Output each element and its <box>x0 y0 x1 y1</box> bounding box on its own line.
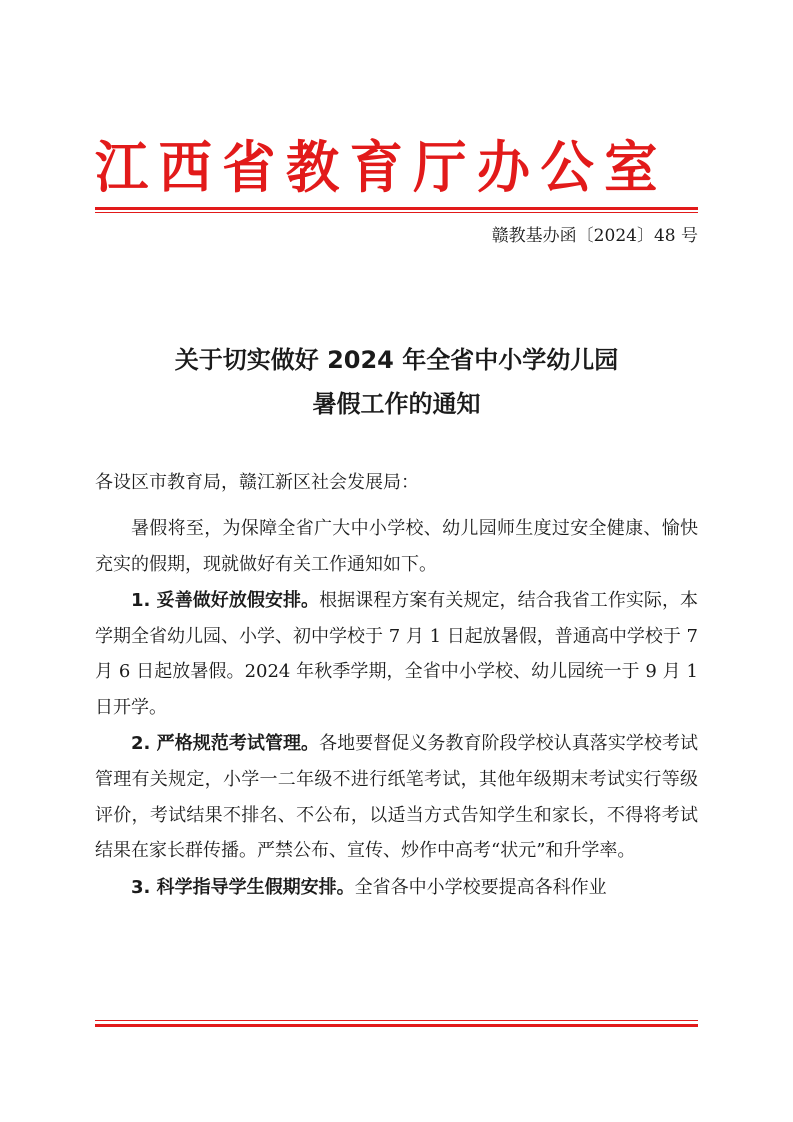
document-title-line-1: 关于切实做好 2024 年全省中小学幼儿园 <box>174 346 619 374</box>
masthead-rule-thick <box>95 207 698 210</box>
document-number: 赣教基办函〔2024〕48 号 <box>491 226 698 246</box>
footer-rule-thick <box>95 1024 698 1027</box>
paragraph-lead: 2. 严格规范考试管理。 <box>131 733 320 755</box>
paragraph-item-2 <box>95 726 698 869</box>
document-title <box>95 338 698 426</box>
masthead-rule-thin <box>95 212 698 213</box>
footer-rule-thin <box>95 1020 698 1021</box>
masthead-title: 江西省教育厅办公室 <box>95 136 668 201</box>
salutation: 各设区市教育局，赣江新区社会发展局： <box>95 472 419 493</box>
paragraph-item-1 <box>95 583 698 726</box>
document-title-line-2: 暑假工作的通知 <box>312 390 481 418</box>
paragraph-lead: 3. 科学指导学生假期安排。 <box>131 876 355 898</box>
paragraph-text: 暑假将至，为保障全省广大中小学校、幼儿园师生度过安全健康、愉快充实的假期，现就做好有关工作通知如下。 <box>95 518 698 575</box>
paragraph-intro <box>95 511 698 582</box>
body-text <box>95 511 698 906</box>
paragraph-text: 根据课程方案有关规定，结合我省工作实际，本学期全省幼儿园、小学、初中学校于 7 月 1 日起放暑假，普通高中学校于 7 月 6 日起放暑假。2024 年秋季学期，全省中小学校、幼儿园统一于 9 月 1 日开学。 <box>95 589 698 719</box>
paragraph-lead: 1. 妥善做好放假安排。 <box>131 589 320 611</box>
paragraph-item-3 <box>95 870 698 906</box>
paragraph-text: 全省各中小学校要提高各科作业 <box>354 876 607 898</box>
paragraph-text: 各地要督促义务教育阶段学校认真落实学校考试管理有关规定，小学一二年级不进行纸笔考试，其他年级期末考试实行等级评价，考试结果不排名、不公布，以适当方式告知学生和家长，不得将考试结果在家长群传播。严禁公布、宣传、炒作中高考“状元”和升学率。 <box>95 733 698 862</box>
